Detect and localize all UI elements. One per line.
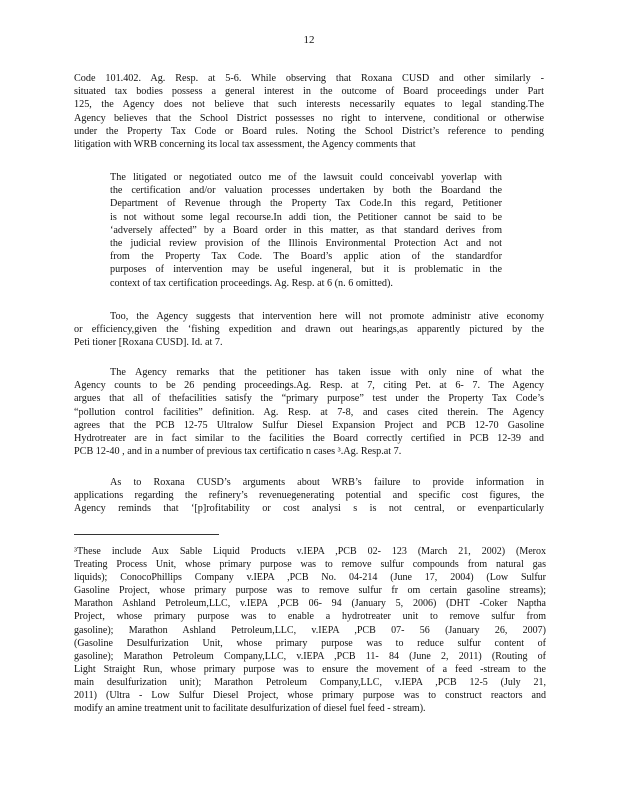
footnote-line: gasoline); Marathon Petroleum Company,LLC, v.IEPA ,PCB 11- 84 (June 2, 2011) (Routing of	[74, 650, 546, 662]
footnote-line: modify an amine treatment unit to facilitate desulfurization of diesel fuel feed - stream).	[74, 703, 426, 715]
text-line: As to Roxana CUSD’s arguments about WRB’s failure to provide information in	[110, 477, 544, 488]
text-line: or efficiency,given the ‘fishing expedition and drawn out hearings,as apparently pictured by the	[74, 324, 544, 336]
footnote-line: Marathon Ashland Petroleum,LLC, v.IEPA ,PCB 06- 94 (January 5, 2006) (DHT -Coker Naptha	[74, 598, 546, 610]
paragraph-3	[74, 366, 544, 458]
text-line: “pollution control facilities” definition. Ag. Resp. at 7-8, and cases cited therein. The Agency	[74, 406, 544, 418]
text-line: 125, the Agency does not believe that such interests necessarily equates to legal standing.The	[74, 99, 544, 111]
block-quote	[110, 171, 502, 290]
paragraph-4	[74, 476, 544, 516]
text-line: argues that all of thefacilities satisfy the “primary purpose” test under the Property Tax Code’s	[74, 393, 544, 405]
text-line: under the Property Tax Code or Board rules. Noting the School District’s reference to pending	[74, 125, 544, 137]
footnote-line: Light Straight Run, whose primary purpose was to ensure the movement of a feed -stream to the	[74, 663, 546, 675]
text-line: Agency counts to be 26 pending proceedings.Ag. Resp. at 7, citing Pet. at 6- 7. The Agency	[74, 380, 544, 392]
paragraph-1	[74, 72, 544, 151]
quote-line: Department of Revenue through the Property Tax Code.In this regard, Petitioner	[110, 198, 502, 210]
footnote-line: (Gasoline Desulfurization Unit, whose primary purpose was to reduce sulfur content of	[74, 637, 546, 649]
text-line: litigation with WRB concerning its local tax assessment, the Agency comments that	[74, 139, 416, 151]
quote-line: the judicial review provision of the Illinois Environmental Protection Act and not	[110, 238, 502, 250]
footnote-line: ³These include Aux Sable Liquid Products v.IEPA ,PCB 02- 123 (March 21, 2002) (Merox	[74, 546, 546, 557]
quote-line: the certification and/or valuation processes undertaken by both the Boardand the	[110, 185, 502, 197]
footnote-3	[74, 545, 546, 715]
footnote-separator	[74, 534, 219, 535]
text-line: Peti tioner [Roxana CUSD]. Id. at 7.	[74, 337, 223, 349]
quote-line: from the Property Tax Code. The Board’s applic ation of the standardfor	[110, 251, 502, 263]
text-line: PCB 12-40 , and in a number of previous tax certificatio n cases ³.Ag. Resp.at 7.	[74, 446, 402, 458]
text-line: agrees that the PCB 12-75 Ultralow Sulfur Diesel Expansion Project and PCB 12-70 Gasoline	[74, 419, 544, 431]
paragraph-2	[74, 310, 544, 350]
text-line: Agency believes that the School District possesses no right to intervene, conditional or otherwise	[74, 112, 544, 124]
text-line: Hydrotreater are in fact similar to the facilities the Board correctly certified in PCB 12-39 and	[74, 433, 544, 445]
text-line: situated tax bodies possess a general interest in the outcome of Board proceedings under Part	[74, 86, 544, 98]
footnote-line: Gasoline Project, whose primary purpose was to remove sulfur fr om certain gasoline streams);	[74, 585, 546, 597]
footnote-line: 2011) (Ultra - Low Sulfur Diesel Project, whose primary purpose was to construct reactors and	[74, 690, 546, 702]
text-line: Too, the Agency suggests that intervention here will not promote administr ative economy	[110, 311, 544, 322]
quote-line: purposes of intervention may be useful ingeneral, but it is problematic in the	[110, 264, 502, 276]
text-line: applications regarding the refinery’s revenuegenerating potential and specific cost figures, the	[74, 490, 544, 502]
footnote-line: liquids); ConocoPhillips Company v.IEPA ,PCB No. 04-214 (June 17, 2004) (Low Sulfur	[74, 572, 546, 584]
quote-line: The litigated or negotiated outco me of the lawsuit could conceivabl yoverlap with	[110, 172, 502, 183]
text-line: Agency reminds that ‘[p]rofitability or cost analysi s is not central, or evenparticularly	[74, 503, 544, 515]
page-number: 12	[303, 34, 315, 46]
footnote-line: gasoline); Marathon Ashland Petroleum,LLC, v.IEPA ,PCB 07- 56 (January 26, 2007)	[74, 624, 546, 636]
text-line: The Agency remarks that the petitioner has taken issue with only nine of what the	[110, 367, 544, 378]
quote-line: ‘adversely affected” by a Board order in this matter, as that standard derives from	[110, 224, 502, 236]
footnote-line: Project, whose primary purpose was to enable a hydrotreater unit to remove sulfur from	[74, 611, 546, 623]
quote-line: context of tax certification proceedings. Ag. Resp. at 6 (n. 6 omitted).	[110, 277, 393, 289]
footnote-line: Treating Process Unit, whose primary purpose was to remove sulfur compounds from natural gas	[74, 559, 546, 571]
text-line: Code 101.402. Ag. Resp. at 5-6. While observing that Roxana CUSD and other similarly -	[74, 73, 544, 84]
footnote-line: main desulfurization unit); Marathon Petroleum Company,LLC, v.IEPA ,PCB 12-5 (July 21,	[74, 676, 546, 688]
quote-line: is not without some legal recourse.In addi tion, the Petitioner cannot be said to be	[110, 211, 502, 223]
